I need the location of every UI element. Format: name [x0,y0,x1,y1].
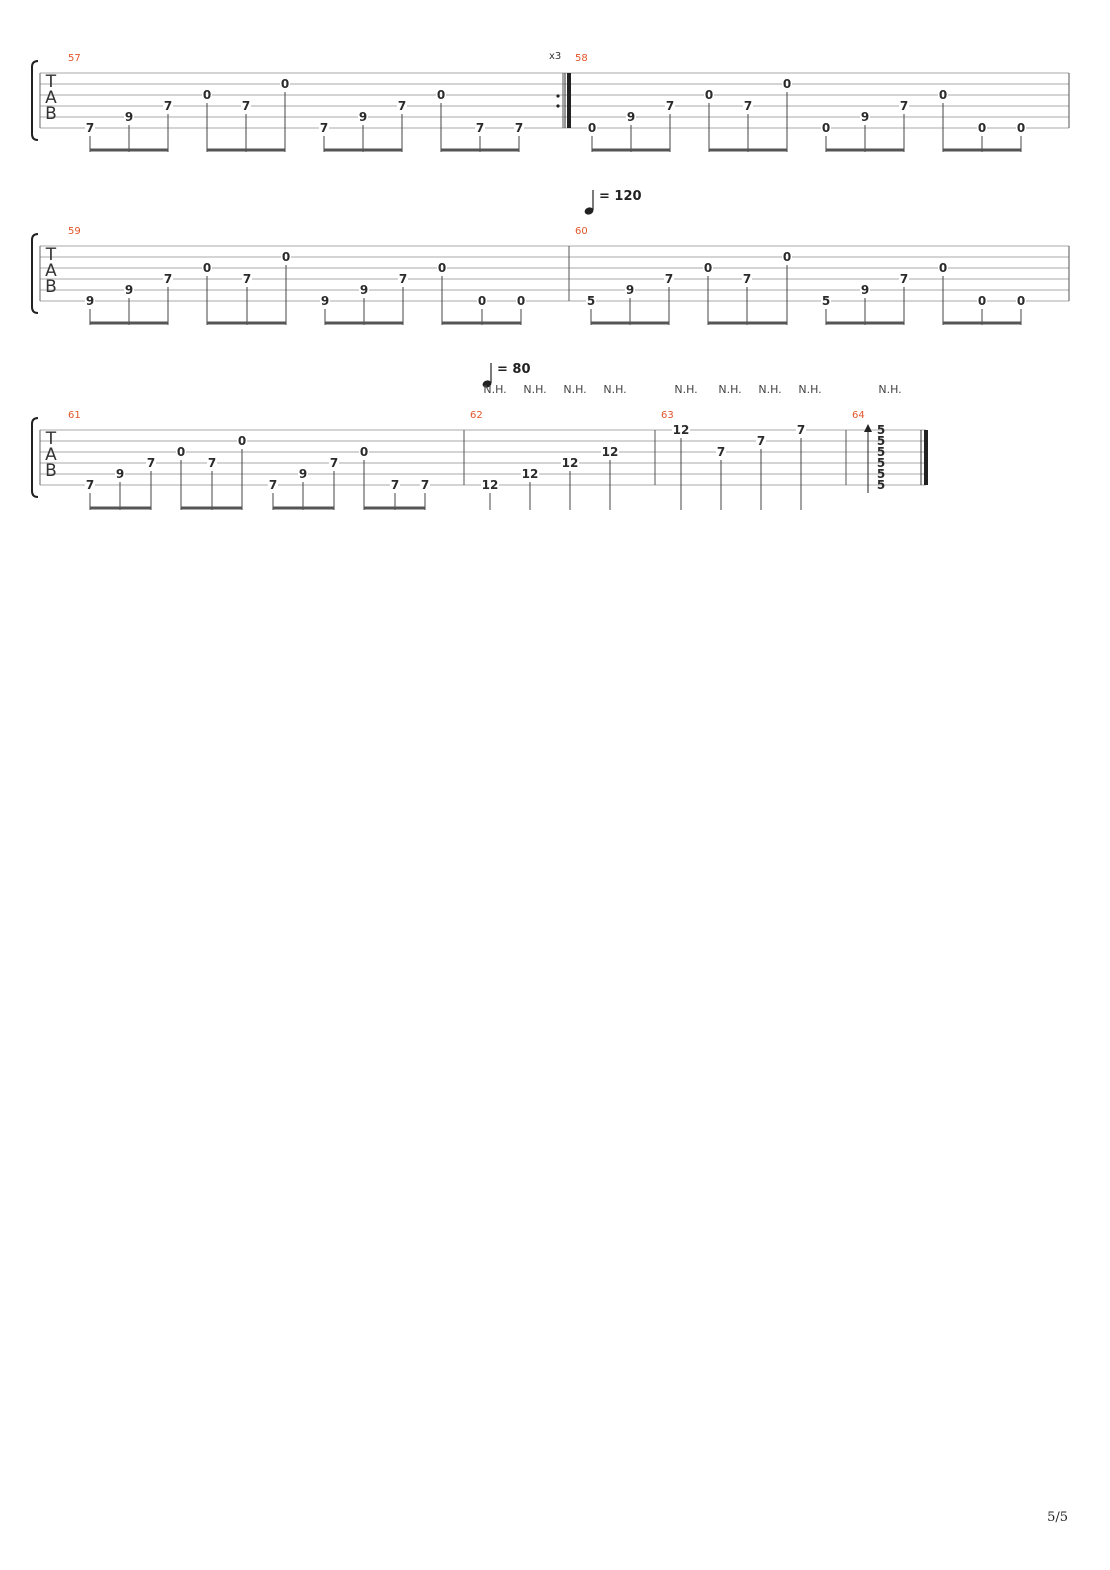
system-bracket [32,234,38,313]
fret-number: 0 [782,77,792,91]
fret-number: 7 [85,121,95,135]
fret-number: 5 [876,456,886,470]
tab-clef-letter: A [45,261,57,281]
fret-number: 9 [860,110,870,124]
page-number: 5/5 [1047,1510,1068,1525]
tab-clef-letter: B [45,461,57,481]
fret-number: 7 [163,272,173,286]
strum-arrowhead [864,424,872,432]
fret-number: 7 [242,272,252,286]
fret-number: 7 [742,272,752,286]
natural-harmonic-label: N.H. [563,383,587,396]
fret-number: 9 [124,283,134,297]
fret-number: 12 [601,445,619,459]
fret-number: 0 [477,294,487,308]
fret-number: 0 [202,261,212,275]
fret-number: 9 [626,110,636,124]
fret-number: 7 [397,99,407,113]
fret-number: 7 [899,99,909,113]
fret-number: 7 [514,121,524,135]
measure-number: 64 [852,410,865,421]
measure-number: 59 [68,226,81,237]
natural-harmonic-label: N.H. [483,383,507,396]
system-bracket [32,61,38,140]
repeat-dot [556,104,559,107]
system-bracket [32,418,38,497]
fret-number: 9 [320,294,330,308]
natural-harmonic-label: N.H. [674,383,698,396]
fret-number: 0 [281,250,291,264]
fret-number: 7 [390,478,400,492]
fret-number: 7 [319,121,329,135]
fret-number: 7 [268,478,278,492]
fret-number: 12 [672,423,690,437]
fret-number: 5 [876,478,886,492]
tab-clef-letter: B [45,104,57,124]
natural-harmonic-label: N.H. [603,383,627,396]
fret-number: 0 [704,88,714,102]
fret-number: 7 [756,434,766,448]
fret-number: 9 [860,283,870,297]
fret-number: 7 [420,478,430,492]
fret-number: 5 [876,467,886,481]
fret-number: 7 [796,423,806,437]
fret-number: 0 [703,261,713,275]
fret-number: 9 [124,110,134,124]
fret-number: 0 [782,250,792,264]
fret-number: 7 [207,456,217,470]
fret-number: 12 [481,478,499,492]
fret-number: 0 [202,88,212,102]
tab-clef-letter: T [45,245,57,265]
tab-clef-letter: A [45,88,57,108]
fret-number: 0 [280,77,290,91]
natural-harmonic-label: N.H. [758,383,782,396]
natural-harmonic-label: N.H. [718,383,742,396]
repeat-count: x3 [549,51,562,62]
fret-number: 7 [85,478,95,492]
measure-number: 62 [470,410,483,421]
fret-number: 7 [743,99,753,113]
fret-number: 0 [821,121,831,135]
fret-number: 12 [521,467,539,481]
fret-number: 0 [938,88,948,102]
fret-number: 7 [665,99,675,113]
fret-number: 9 [115,467,125,481]
fret-number: 7 [146,456,156,470]
natural-harmonic-label: N.H. [798,383,822,396]
fret-number: 5 [586,294,596,308]
fret-number: 9 [358,110,368,124]
fret-number: 7 [329,456,339,470]
fret-number: 0 [1016,294,1026,308]
fret-number: 7 [475,121,485,135]
fret-number: 7 [241,99,251,113]
measure-number: 57 [68,53,81,64]
fret-number: 0 [977,121,987,135]
fret-number: 0 [977,294,987,308]
fret-number: 7 [163,99,173,113]
fret-number: 0 [587,121,597,135]
measure-number: 61 [68,410,81,421]
fret-number: 12 [561,456,579,470]
fret-number: 5 [821,294,831,308]
fret-number: 0 [176,445,186,459]
fret-number: 9 [359,283,369,297]
tempo-mark-80: = 80 [497,362,531,377]
fret-number: 7 [664,272,674,286]
tempo-mark-120: = 120 [599,189,642,204]
fret-number: 9 [625,283,635,297]
natural-harmonic-label: N.H. [523,383,547,396]
fret-number: 0 [1016,121,1026,135]
fret-number: 0 [359,445,369,459]
fret-number: 0 [436,88,446,102]
final-barline-thick [924,430,928,485]
repeat-dot [556,94,559,97]
measure-number: 58 [575,53,588,64]
fret-number: 9 [85,294,95,308]
fret-number: 5 [876,423,886,437]
fret-number: 9 [298,467,308,481]
fret-number: 0 [938,261,948,275]
tab-clef-letter: T [45,72,57,92]
tab-clef-letter: T [45,429,57,449]
fret-number: 7 [899,272,909,286]
measure-number: 60 [575,226,588,237]
measure-number: 63 [661,410,674,421]
fret-number: 0 [237,434,247,448]
fret-number: 5 [876,445,886,459]
fret-number: 0 [516,294,526,308]
fret-number: 0 [437,261,447,275]
repeat-barline-thick [567,73,571,128]
fret-number: 7 [716,445,726,459]
tab-clef-letter: B [45,277,57,297]
tab-clef-letter: A [45,445,57,465]
fret-number: 5 [876,434,886,448]
fret-number: 7 [398,272,408,286]
natural-harmonic-label: N.H. [878,383,902,396]
